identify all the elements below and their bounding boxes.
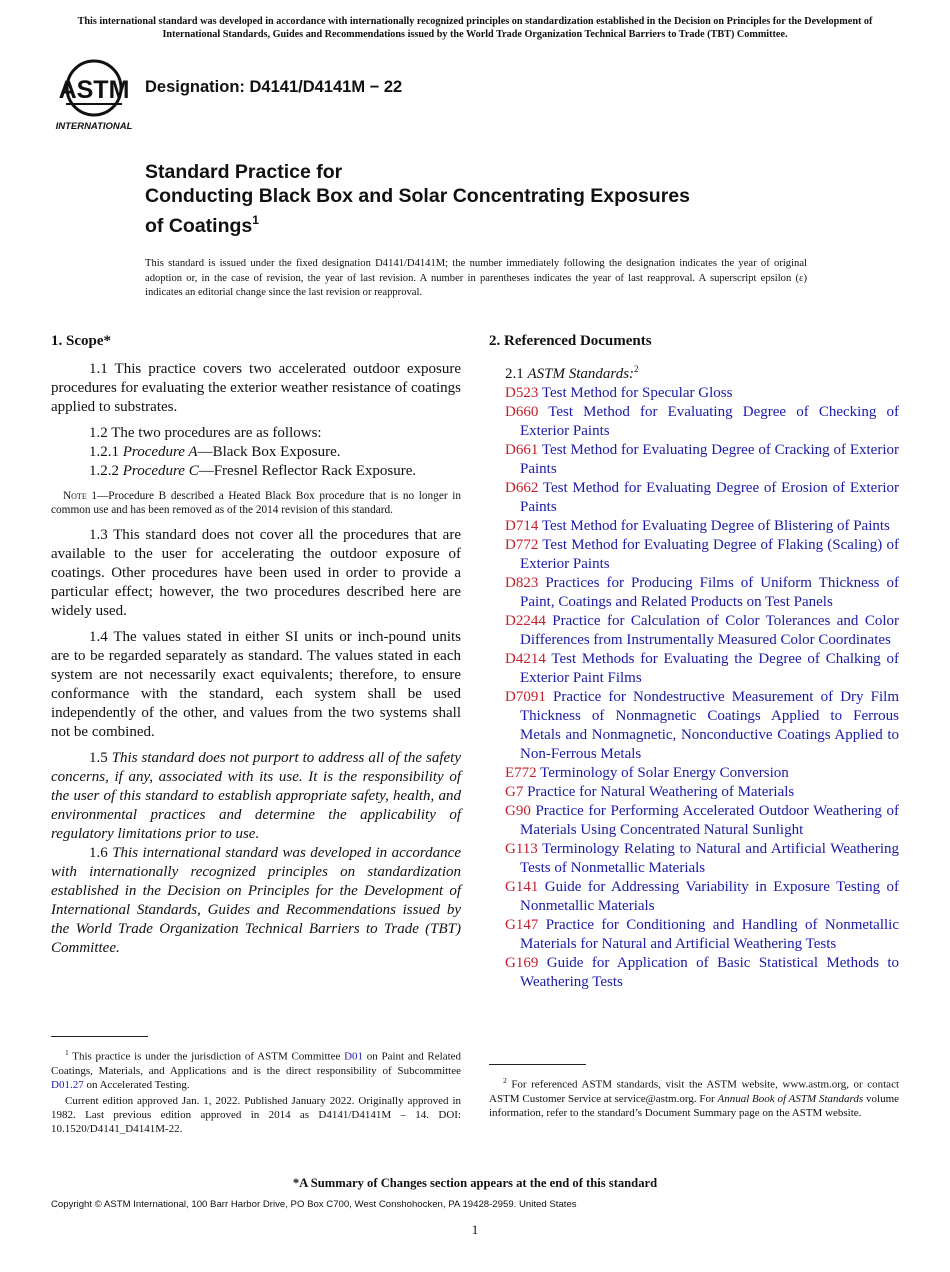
footnote-1 [51, 1046, 461, 1136]
procedure-c-name: Procedure C [122, 463, 199, 479]
section-number: 1.2.1 [89, 444, 119, 460]
reference-item[interactable] [489, 612, 899, 650]
reference-code-link[interactable]: G169 [505, 955, 539, 971]
reference-title-link[interactable]: Terminology Relating to Natural and Artificial Weathering Tests of Nonmetallic Materials [520, 841, 899, 876]
reference-item[interactable] [489, 574, 899, 612]
title-line-1: Standard Practice for [145, 161, 343, 183]
reference-title-link[interactable]: Test Method for Evaluating Degree of Flaking (Scaling) of Exterior Paints [520, 537, 899, 572]
footnote-mark: 2 [503, 1076, 507, 1085]
reference-item[interactable] [489, 783, 899, 802]
title-footnote-mark: 1 [252, 213, 259, 227]
procedure-a-text: —Black Box Exposure. [197, 444, 341, 460]
section-1-1: 1.1 This practice covers two accelerated outdoor exposure procedures for evaluating the exterior weather resistance of coatings applied to substrates. [51, 361, 461, 415]
section-1-2: 1.2 The two procedures are as follows: [89, 425, 322, 441]
reference-item[interactable] [489, 479, 899, 517]
reference-title-link[interactable]: Test Methods for Evaluating the Degree of Chalking of Exterior Paint Films [520, 651, 899, 686]
reference-title-link[interactable]: Test Method for Evaluating Degree of Checking of Exterior Paints [520, 404, 899, 439]
reference-code-link[interactable]: D7091 [505, 689, 546, 705]
reference-title-link[interactable]: Practice for Performing Accelerated Outdoor Weathering of Materials Using Concentrated Natural Sunlight [520, 803, 900, 838]
reference-code-link[interactable]: G113 [505, 841, 538, 857]
footnote-text: volume information, refer to the standard’s Document Summary page on the ASTM website. [489, 1092, 900, 1119]
astm-standards-label: ASTM Standards: [527, 366, 635, 382]
reference-item[interactable] [489, 916, 899, 954]
section-1-2-2 [51, 462, 461, 481]
title-line-3: of Coatings [145, 215, 253, 237]
reference-code-link[interactable]: D772 [505, 537, 539, 553]
footnote-divider [489, 1064, 586, 1065]
edition-note: Current edition approved Jan. 1, 2022. Published January 2022. Originally approved in 1982. Last previous edition approved in 2014 as D4141/D4141M – 14. DOI: 10.1520/D4141_D4141M-22. [51, 1094, 461, 1135]
left-column [51, 332, 461, 965]
reference-title-link[interactable]: Practice for Natural Weathering of Materials [527, 784, 795, 800]
reference-code-link[interactable]: D4214 [505, 651, 546, 667]
astm-logo [54, 58, 134, 134]
section-1-5 [51, 749, 461, 844]
annual-book-title: Annual Book of ASTM Standards [717, 1092, 864, 1105]
copyright: Copyright © ASTM International, 100 Barr Harbor Drive, PO Box C700, West Conshohocken, PA 19428-2959. United States [51, 1199, 577, 1210]
svg-text:INTERNATIONAL: INTERNATIONAL [55, 121, 133, 132]
reference-item[interactable] [489, 441, 899, 479]
svg-text:ASTM: ASTM [58, 76, 130, 104]
section-1-4: 1.4 The values stated in either SI units or inch-pound units are to be regarded separately as standard. The values stated in each system are not necessarily exact equivalents; therefore, to ensure conformance with the standard, each system shall be used independently of the other, and values from the two systems shall not be combined. [51, 628, 461, 740]
designation: Designation: D4141/D4141M − 22 [145, 78, 403, 96]
reference-list [489, 384, 899, 992]
reference-title-link[interactable]: Practice for Conditioning and Handling of Nonmetallic Materials for Natural and Artificial Weathering Tests [520, 917, 900, 952]
footnote-1-text [51, 1046, 461, 1092]
astm-standards-subheading [505, 360, 899, 384]
reference-code-link[interactable]: D660 [505, 404, 539, 420]
subcommittee-link[interactable]: D01.27 [51, 1078, 84, 1091]
reference-title-link[interactable]: Practice for Nondestructive Measurement of Dry Film Thickness of Nonmagnetic Coatings Applied to Ferrous Metals and Nonmagnetic, Nonconductive Coatings Applied to Non-Ferrous Metals [520, 689, 899, 762]
reference-title-link[interactable]: Practices for Producing Films of Uniform Thickness of Paint, Coatings and Related Products on Test Panels [520, 575, 899, 610]
referenced-documents-heading: 2. Referenced Documents [489, 333, 652, 349]
footnote-text: on Accelerated Testing. [86, 1078, 190, 1091]
title-line-2: Conducting Black Box and Solar Concentrating Exposures [145, 185, 691, 207]
footnote-divider [51, 1036, 148, 1037]
reference-item[interactable] [489, 517, 899, 536]
footnote-mark: 2 [634, 364, 639, 374]
note-text: —Procedure B described a Heated Black Box procedure that is no longer in common use and has been removed as of the 2014 revision of this standard. [51, 490, 461, 517]
section-1-3: 1.3 This standard does not cover all the procedures that are available to the user for accelerating the outdoor exposure of coatings. Other procedures have been used in order to provide a particular effect; however, the two procedures described here are widely used. [51, 526, 461, 619]
reference-item[interactable] [489, 954, 899, 992]
note-1 [51, 489, 461, 518]
procedure-c-text: —Fresnel Reflector Rack Exposure. [198, 463, 417, 479]
section-number: 1.5 [89, 749, 108, 766]
section-number: 2.1 [505, 366, 524, 382]
reference-code-link[interactable]: G7 [505, 784, 524, 800]
note-label: Note 1 [63, 490, 97, 502]
procedure-a-name: Procedure A [122, 444, 198, 460]
reference-code-link[interactable]: D662 [505, 480, 539, 496]
reference-item[interactable] [489, 764, 899, 783]
section-1-2-1 [51, 443, 461, 462]
right-column [489, 332, 899, 992]
reference-title-link[interactable]: Test Method for Evaluating Degree of Blistering of Paints [541, 518, 890, 534]
reference-title-link[interactable]: Test Method for Evaluating Degree of Cracking of Exterior Paints [520, 442, 899, 477]
footnote-mark: 1 [65, 1048, 69, 1057]
reference-item[interactable] [489, 403, 899, 441]
reference-title-link[interactable]: Terminology of Solar Energy Conversion [540, 765, 789, 781]
reference-item[interactable] [489, 840, 899, 878]
footnote-2 [489, 1074, 899, 1120]
summary-of-changes-note: *A Summary of Changes section appears at the end of this standard [292, 1176, 658, 1190]
reference-item[interactable] [489, 650, 899, 688]
reference-title-link[interactable]: Test Method for Specular Gloss [541, 385, 733, 401]
international-standard-statement: This international standard was developed in accordance with internationally recognized principles on standardization established in the Decision on Principles for the Development of International Standards, Guides and Recommendations issued by the World Trade Organization Technical Barriers to Trade (TBT) Committee. [51, 844, 461, 956]
scope-heading: 1. Scope* [51, 333, 111, 349]
footnote-text: on Paint and Related Coatings, Materials, and Applications and is the direct responsibility of Subcommittee [51, 1050, 462, 1077]
footnote-2-text [489, 1074, 899, 1120]
section-number: 1.2.2 [89, 463, 119, 479]
reference-code-link[interactable]: D661 [505, 442, 539, 458]
reference-code-link[interactable]: D2244 [505, 613, 546, 629]
section-1-6 [51, 844, 461, 958]
reference-item[interactable] [489, 688, 899, 764]
reference-item[interactable] [489, 536, 899, 574]
issued-note: This standard is issued under the fixed designation D4141/D4141M; the number immediately following the designation indicates the year of original adoption or, in the case of revision, the year of last revision. A number in parentheses indicates the year of last reapproval. A superscript epsilon (ε) indicates an editorial change since the last revision or reapproval. [145, 258, 807, 298]
tbt-banner: This international standard was developed in accordance with internationally recognized principles on standardization established in the Decision on Principles for the Development of International Standards, Guides and Recommendations issued by the World Trade Organization Technical Barriers to Trade (TBT) Committee. [77, 16, 873, 40]
reference-item[interactable] [489, 802, 899, 840]
document-title [145, 160, 845, 238]
reference-code-link[interactable]: D523 [505, 385, 539, 401]
footnote-text: For referenced ASTM standards, visit the ASTM website, www.astm.org, or contact ASTM Customer Service at service@astm.org. For [489, 1078, 900, 1105]
reference-title-link[interactable]: Practice for Calculation of Color Tolerances and Color Differences from Instrumentally Measured Color Coordinates [520, 613, 899, 648]
reference-title-link[interactable]: Guide for Application of Basic Statistical Methods to Weathering Tests [520, 955, 899, 990]
reference-title-link[interactable]: Guide for Addressing Variability in Exposure Testing of Nonmetallic Materials [520, 879, 900, 914]
reference-item[interactable] [489, 384, 899, 403]
footnote-text: This practice is under the jurisdiction of ASTM Committee [72, 1050, 341, 1063]
reference-code-link[interactable]: D823 [505, 575, 539, 591]
reference-title-link[interactable]: Test Method for Evaluating Degree of Erosion of Exterior Paints [520, 480, 899, 515]
page-number: 1 [471, 1222, 479, 1237]
committee-link[interactable]: D01 [344, 1050, 364, 1063]
reference-code-link[interactable]: E772 [505, 765, 537, 781]
safety-caveat: This standard does not purport to address all of the safety concerns, if any, associated with its use. It is the responsibility of the user of this standard to establish appropriate safety, health, and environmental practices and determine the applicability of regulatory limitations prior to use. [51, 749, 462, 842]
section-number: 1.6 [89, 844, 108, 861]
reference-code-link[interactable]: G141 [505, 879, 539, 895]
reference-code-link[interactable]: G90 [505, 803, 531, 819]
reference-item[interactable] [489, 878, 899, 916]
reference-code-link[interactable]: D714 [505, 518, 539, 534]
reference-code-link[interactable]: G147 [505, 917, 539, 933]
